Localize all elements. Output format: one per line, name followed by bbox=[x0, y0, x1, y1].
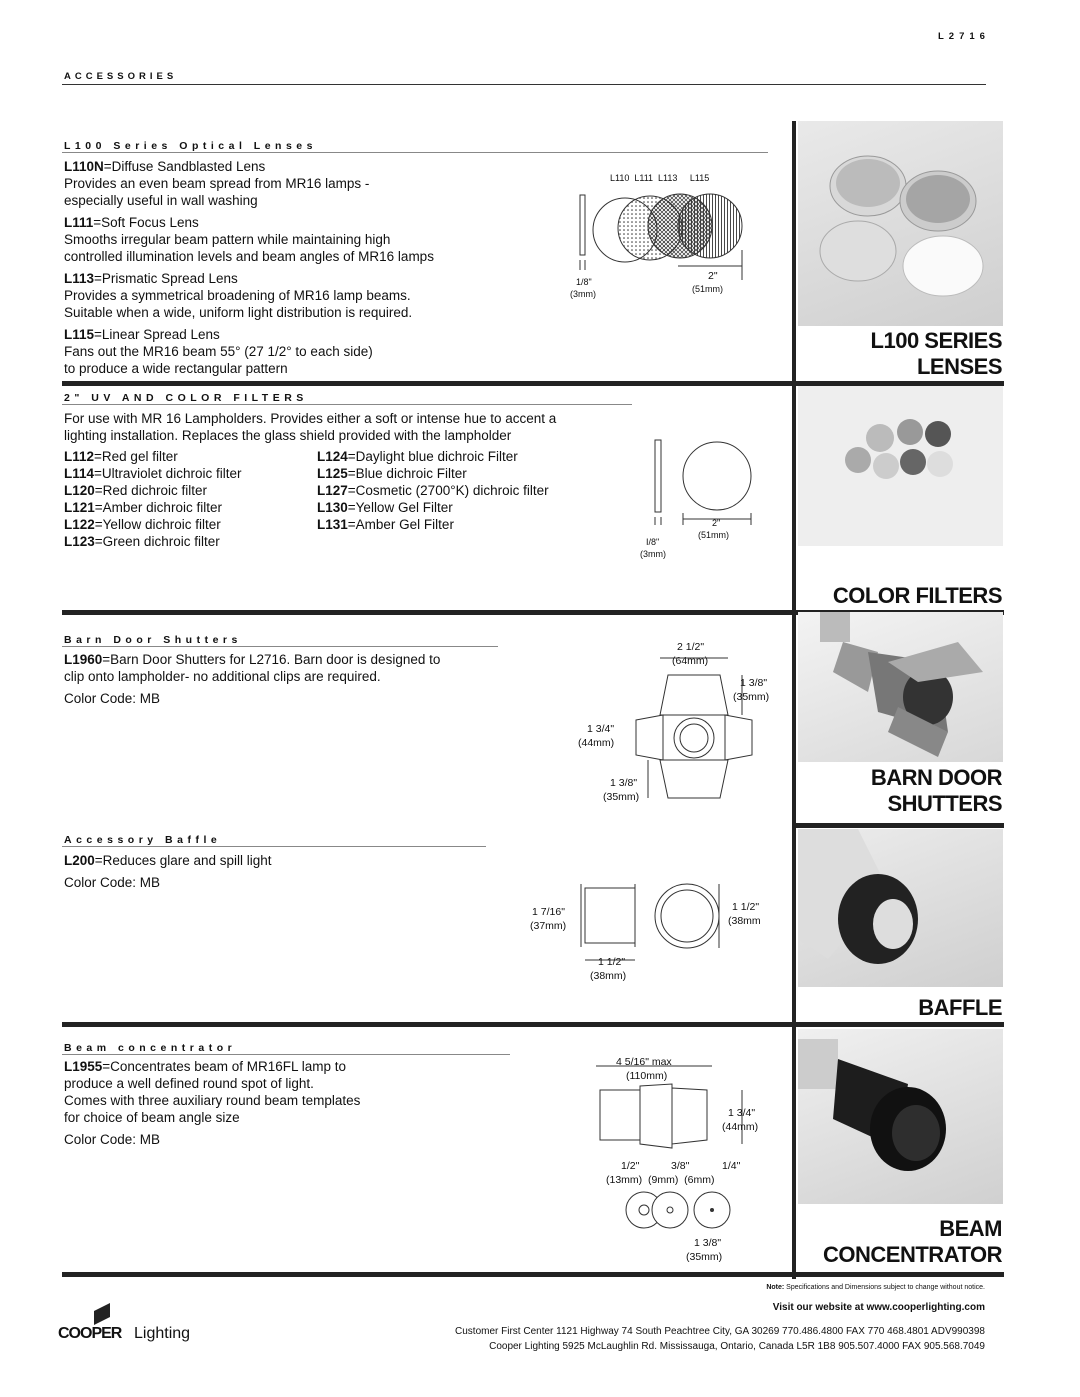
barn-title: BARN DOOR SHUTTERS bbox=[870, 765, 1002, 816]
filter-diagram bbox=[645, 435, 765, 535]
address-line-2: Cooper Lighting 5925 McLaughlin Rd. Mississauga, Ontario, Canada L5R 1B8 905.507.4000 FAX 905.568.7049 bbox=[489, 1341, 985, 1352]
baffle-title: BAFFLE bbox=[918, 995, 1002, 1020]
barn-heading: Barn Door Shutters bbox=[64, 634, 242, 646]
filters-photo bbox=[798, 386, 1003, 546]
filters-title: COLOR FILTERS bbox=[832, 583, 1002, 608]
category-label: ACCESSORIES bbox=[64, 71, 178, 82]
beam-title: BEAM CONCENTRATOR bbox=[823, 1216, 1002, 1267]
section-divider-3 bbox=[796, 823, 1004, 828]
baffle-photo bbox=[798, 829, 1003, 987]
footer-note: Note: Specifications and Dimensions subject to change without notice. bbox=[766, 1284, 985, 1291]
filters-list-col2: L124=Daylight blue dichroic Filter L125=Blue dichroic Filter L127=Cosmetic (2700°K) dichroic filter L130=Yellow Gel Filter L131=Amber Gel Filter bbox=[317, 449, 549, 532]
column-divider bbox=[792, 121, 796, 1279]
baffle-heading: Accessory Baffle bbox=[64, 834, 222, 846]
doc-code: L2716 bbox=[938, 31, 990, 42]
logo-mark-icon bbox=[92, 1303, 112, 1325]
beam-diagram bbox=[592, 1060, 752, 1230]
filters-list-col1: L112=Red gel filter L114=Ultraviolet dichroic filter L120=Red dichroic filter L121=Amber dichroic filter L122=Yellow dichroic filter L123=Green dichroic filter bbox=[64, 449, 242, 549]
beam-heading: Beam concentrator bbox=[64, 1042, 237, 1054]
cooper-logo: COOPER Lighting bbox=[58, 1303, 208, 1343]
website-text: Visit our website at www.cooperlighting.com bbox=[772, 1302, 985, 1313]
beam-photo bbox=[798, 1029, 1003, 1204]
barn-diagram bbox=[628, 650, 758, 810]
lens-diagram-labels: L110 L111 L113 L115 bbox=[610, 173, 710, 183]
filters-heading: 2" UV AND COLOR FILTERS bbox=[64, 392, 308, 404]
baffle-desc: L200=Reduces glare and spill light Color Code: MB bbox=[64, 853, 272, 890]
header-rule bbox=[62, 84, 986, 85]
address-line-1: Customer First Center 1121 Highway 74 South Peachtree City, GA 30269 770.486.4800 FAX 770 468.4801 ADV990398 bbox=[455, 1326, 985, 1337]
lenses-list: L110N=Diffuse Sandblasted Lens Provides an even beam spread from MR16 lamps - especially useful in wall washing L111=Soft Focus Lens Smooths irregular beam pattern while maintaining high controlled illumination levels and beam angles of MR16 lamps L113=Prismatic Spread Lens Provides a symmetrical broadening of MR16 lamp beams. Suitable when a wide, uniform light distribution is required. L115=Linear Spread Lens Fans out the MR16 beam 55° (27 1/2° to each side) to produce a wide rectangular pattern bbox=[64, 159, 434, 376]
section-divider-4 bbox=[62, 1022, 1004, 1027]
barn-desc: L1960=Barn Door Shutters for L2716. Barn door is designed to clip onto lampholder- no additional clips are required. Color Code: MB bbox=[64, 652, 441, 706]
beam-desc: L1955=Concentrates beam of MR16FL lamp to produce a well defined round spot of light. Comes with three auxiliary round beam templates for choice of beam angle size Color Code: MB bbox=[64, 1059, 361, 1147]
lens-diagram bbox=[570, 180, 760, 300]
barn-photo bbox=[798, 612, 1003, 762]
lenses-heading: L100 Series Optical Lenses bbox=[64, 140, 317, 152]
section-divider-5 bbox=[62, 1272, 1004, 1277]
lenses-title: L100 SERIES LENSES bbox=[870, 328, 1002, 379]
filters-intro: For use with MR 16 Lampholders. Provides either a soft or intense hue to accent a lighting installation. Replaces the glass shield provided with the lampholder bbox=[64, 411, 557, 443]
lenses-photo bbox=[798, 121, 1003, 326]
